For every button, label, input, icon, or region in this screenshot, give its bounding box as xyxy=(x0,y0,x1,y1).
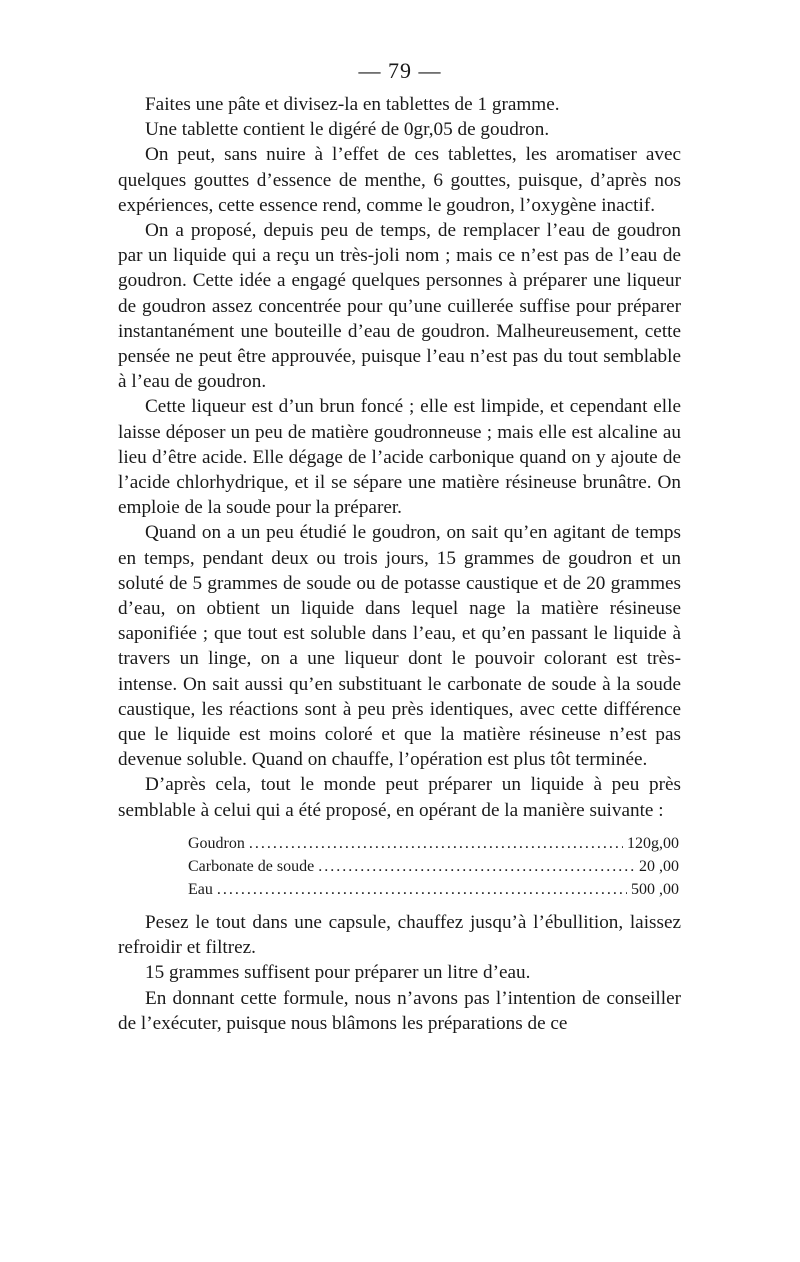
recipe-row xyxy=(118,832,681,855)
paragraph: 15 grammes suffisent pour préparer un litre d’eau. xyxy=(145,962,531,984)
paragraph: Quand on a un peu étudié le goudron, on sait qu’en agitant de temps en temps, pendant deux ou trois jours, 15 grammes de goudron et un soluté de 5 grammes de soude ou de potasse caustique et de 20 grammes d’eau, on obtient un liquide dans lequel nage la matière résineuse saponifiée ; que tout est soluble dans l’eau, et qu’en passant le liquide à travers un linge, on a une liqueur dont le pouvoir colorant est très-intense. On sait aussi qu’en substituant le carbonate de soude à la soude caustique, les réactions sont à peu près identiques, avec cette différence que le liquide est moins coloré et que la matière résineuse n’est pas devenue soluble. Quand on chauffe, l’opération est plus tôt terminée. xyxy=(118,522,681,771)
ingredient-quantity: 500 ,00 xyxy=(631,880,679,898)
paragraph: On a proposé, depuis peu de temps, de remplacer l’eau de goudron par un liquide qui a reçu un très-joli nom ; mais ce n’est pas de l’eau de goudron. Cette idée a engagé quelques personnes à préparer une liqueur de goudron assez concentrée pour qu’une cuillerée suffise pour préparer instantanément une bouteille d’eau de goudron. Malheureusement, cette pensée ne peut être approuvée, puisque l’eau n’est pas du tout semblable à l’eau de goudron. xyxy=(118,220,681,393)
recipe-row xyxy=(118,878,681,901)
ingredient-name: Goudron xyxy=(188,834,245,852)
paragraph: Pesez le tout dans une capsule, chauffez jusqu’à l’ébullition, laissez refroidir et filtrez. xyxy=(118,911,681,959)
ingredient-quantity: 20 ,00 xyxy=(639,857,679,875)
recipe-row xyxy=(118,855,681,878)
ingredient-name: Carbonate de soude xyxy=(188,857,315,875)
ingredient-name: Eau xyxy=(188,880,213,898)
paragraph: Une tablette contient le digéré de 0gr,05 de goudron. xyxy=(145,119,550,141)
paragraph: En donnant cette formule, nous n’avons pas l’intention de conseiller de l’exécuter, puisque nous blâmons les préparations de ce xyxy=(118,987,681,1034)
paragraph: Faites une pâte et divisez-la en tablettes de 1 gramme. xyxy=(145,94,560,115)
paragraph: On peut, sans nuire à l’effet de ces tablettes, les aromatiser avec quelques gouttes d’essence de menthe, 6 gouttes, puisque, d’après nos expériences, cette essence rend, comme le goudron, l’oxygène inactif. xyxy=(118,144,681,216)
body-text xyxy=(118,92,681,1036)
dot-leader xyxy=(249,832,623,855)
page-number: — 79 — xyxy=(358,58,442,83)
paragraph: Cette liqueur est d’un brun foncé ; elle est limpide, et cependant elle laisse déposer un peu de matière goudronneuse ; mais elle est alcaline au lieu d’être acide. Elle dégage de l’acide carbonique quand on y ajoute de l’acide chlorhydrique, et il se sépare une matière résineuse brunâtre. On emploie de la soude pour la préparer. xyxy=(118,396,681,519)
dot-leader xyxy=(318,855,635,878)
ingredient-quantity: 120g,00 xyxy=(627,834,679,852)
dot-leader xyxy=(217,878,627,901)
paragraph: D’après cela, tout le monde peut préparer un liquide à peu près semblable à celui qui a été proposé, en opérant de la manière suivante : xyxy=(118,774,681,821)
recipe-list xyxy=(118,832,681,901)
